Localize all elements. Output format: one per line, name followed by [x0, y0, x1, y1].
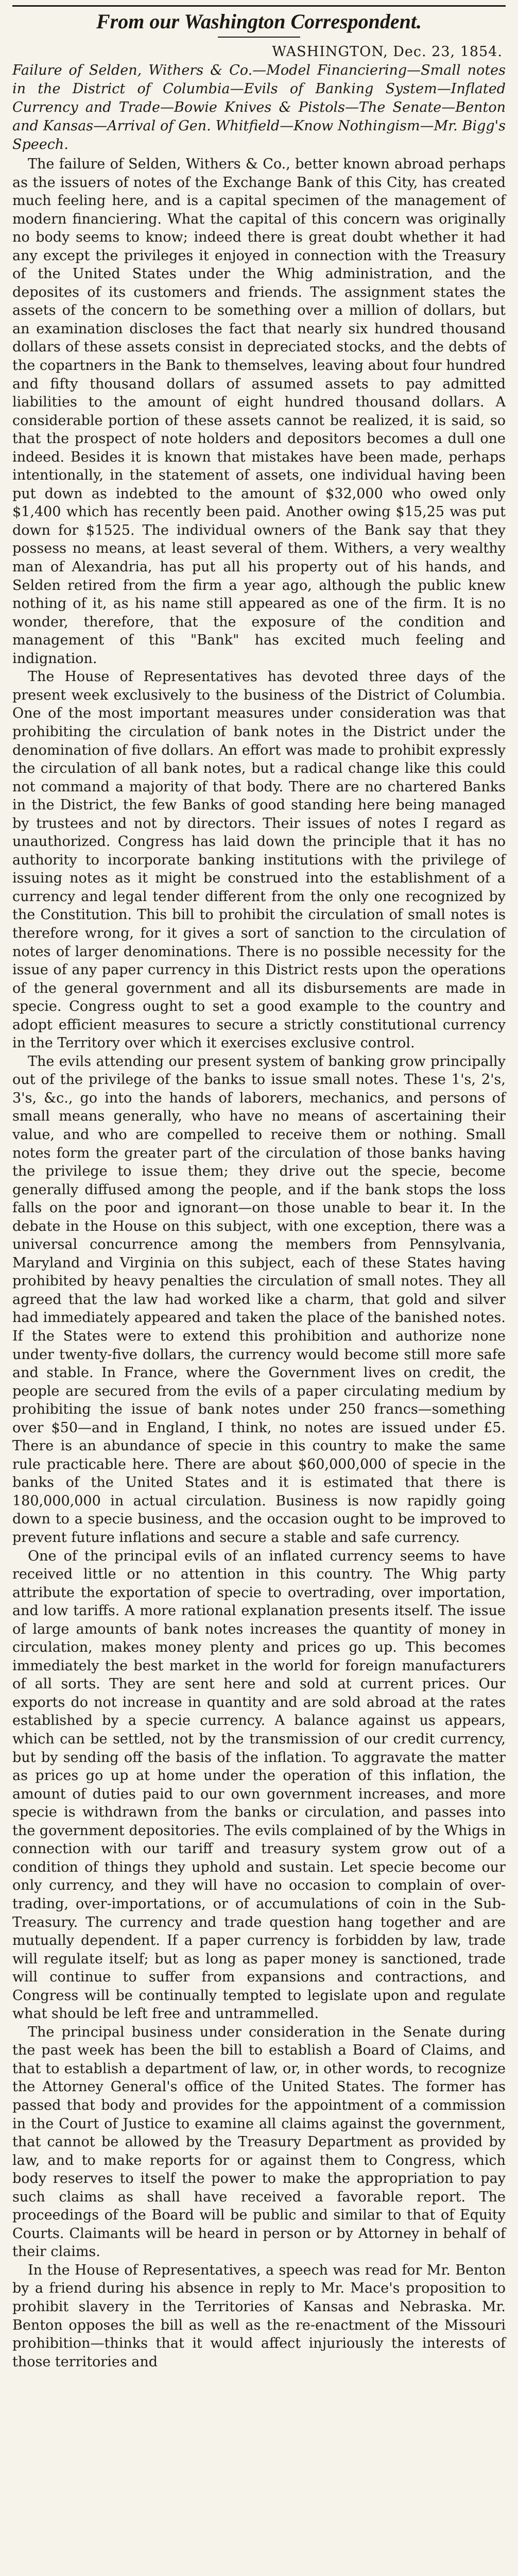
article-summary: Failure of Selden, Withers & Co.—Model Financiering—Small notes in the District of Columbia—Evils of Banking System—Inflated Currency and Trade—Bowie Knives & Pistols—The Senate—Benton and Kansas—Arrival of Gen. Whitfield—Know Nothingism—Mr. Bigg's Speech.: [12, 62, 506, 152]
article-paragraph: In the House of Representatives, a speech was read for Mr. Benton by a friend during his absence in reply to Mr. Mace's proposition to prohibit slavery in the Territories of Kansas and Nebraska. Mr. Benton opposes the bill as well as the re-enactment of the Missouri prohibition—thinks that it would affect injuriously the interests of those territories and: [12, 2262, 506, 2370]
article-paragraph: The failure of Selden, Withers & Co., better known abroad perhaps as the issuers of notes of the Exchange Bank of this City, has created much feeling here, and is a capital specimen of the management of modern financiering. What the capital of this concern was originally no body seems to know; indeed there is great doubt whether it had any except the privileges it enjoyed in connection with the Treasury of the United States under the Whig administration, and the deposites of its customers and friends. The assignment states the assets of the concern to be something over a million of dollars, but an examination discloses the fact that nearly six hundred thousand dollars of these assets consist in depreciated stocks, and the debts of the copartners in the Bank to themselves, leaving about four hundred and fifty thousand dollars of assumed assets to pay admitted liabilities to the amount of eight hundred thousand dollars. A considerable portion of these assets cannot be realized, it is said, so that the prospect of note holders and depositors becomes a dull one indeed. Besides it is known that mistakes have been made, perhaps intentionally, in the statement of assets, one individual having been put down as indebted to the amount of $32,000 who owed only $1,400 which has recently been paid. Another owing $15,25 was put down for $1525. The individual owners of the Bank say that they possess no means, at least several of them. Withers, a very wealthy man of Alexandria, has put all his property out of his hands, and Selden retired from the firm a year ago, although the public knew nothing of it, as his name still appeared as one of the firm. It is no wonder, therefore, that the exposure of the condition and management of this "Bank" has excited much feeling and indignation.: [12, 156, 506, 667]
article-paragraph: The evils attending our present system of banking grow principally out of the privilege of the banks to issue small notes. These 1's, 2's, 3's, &c., go into the hands of laborers, mechanics, and persons of small means generally, who have no means of ascertaining their value, and who are compelled to receive them or nothing. Small notes form the greater part of the circulation of those banks having the privilege to issue them; they drive out the specie, become generally diffused among the people, and if the bank stops the loss falls on the poor and ignorant—on those unable to bear it. In the debate in the House on this subject, with one exception, there was a universal concurrence among the members from Pennsylvania, Maryland and Virginia on this subject, each of these States having prohibited by heavy penalties the circulation of small notes. They all agreed that the law had worked like a charm, that gold and silver had immediately appeared and taken the place of the banished notes. If the States were to extend this prohibition and authorize none under twenty-five dollars, the currency would become still more safe and stable. In France, where the Government lives on credit, the people are secured from the evils of a paper circulating medium by prohibiting the issue of bank notes under 250 francs—something over $50—and in England, I think, no notes are issued under £5. There is an abundance of specie in this country to make the same rule practicable here. There are about $60,000,000 of specie in the banks of the United States and it is estimated that there is 180,000,000 in actual circulation. Business is now rapidly going down to a specie business, and the occasion ought to be improved to prevent future inflations and secure a stable and safe currency.: [12, 1053, 506, 1546]
heading-divider: [218, 37, 300, 38]
column-heading: From our Washington Correspondent.: [96, 10, 422, 33]
article-paragraph: The House of Representatives has devoted three days of the present week exclusively to the business of the District of Columbia. One of the most important measures under consideration was that prohibiting the circulation of bank notes in the District under the denomination of five dollars. An effort was made to prohibit expressly the circulation of all bank notes, but a radical change like this could not command a majority of that body. There are no chartered Banks in the District, the few Banks of good standing here being managed by trustees and not by directors. Their issues of notes I regard as unauthorized. Congress has laid down the principle that it has no authority to incorporate banking institutions with the privilege of issuing notes as it might be construed into the establishment of a currency and legal tender different from the only one recognized by the Constitution. This bill to prohibit the circulation of small notes is therefore wrong, for it gives a sort of sanction to the circulation of notes of larger denominations. There is no possible necessity for the issue of any paper currency in this District rests upon the operations of the general government and all its disbursements are made in specie. Congress ought to set a good example to the country and adopt efficient measures to secure a strictly constitutional currency in the Territory over which it exercises exclusive control.: [12, 669, 506, 1052]
dateline: WASHINGTON, Dec. 23, 1854.: [272, 44, 503, 60]
article-paragraph: The principal business under consideration in the Senate during the past week has been the bill to establish a Board of Claims, and that to establish a department of law, or, in other words, to recognize the Attorney General's office of the United States. The former has passed that body and provides for the appointment of a commission in the Court of Justice to examine all claims against the government, that cannot be allowed by the Treasury Department as provided by law, and to make reports for or against them to Congress, which body reserves to itself the power to make the appropriation to pay such claims as shall have received a favorable report. The proceedings of the Board will be public and similar to that of Equity Courts. Claimants will be heard in person or by Attorney in behalf of their claims.: [12, 2024, 506, 2260]
article-paragraph: One of the principal evils of an inflated currency seems to have received little or no attention in this country. The Whig party attribute the exportation of specie to overtrading, over importation, and low tariffs. A more rational explanation presents itself. The issue of large amounts of bank notes increases the quantity of money in circulation, makes money plenty and prices go up. This becomes immediately the best market in the world for foreign manufacturers of all sorts. They are sent here and sold at current prices. Our exports do not increase in quantity and are sold abroad at the rates established by a specie currency. A balance against us appears, which can be settled, not by the transmission of our credit currency, but by sending off the basis of the inflation. To aggravate the matter as prices go up at home under the operation of this inflation, the amount of duties paid to our own government increases, and more specie is withdrawn from the banks or circulation, and passes into the government depositories. The evils complained of by the Whigs in connection with our tariff and treasury system grow out of a condition of things they uphold and sustain. Let specie become our only currency, and they will have no occasion to complain of over-trading, over-importations, or of accumulations of coin in the Sub-Treasury. The currency and trade question hang together and are mutually dependent. If a paper currency is forbidden by law, trade will regulate itself; but as long as paper money is sanctioned, trade will continue to suffer from expansions and contractions, and Congress will be continually tempted to legislate upon and regulate what should be left free and untrammelled.: [12, 1548, 506, 2022]
top-rule: [12, 5, 506, 7]
